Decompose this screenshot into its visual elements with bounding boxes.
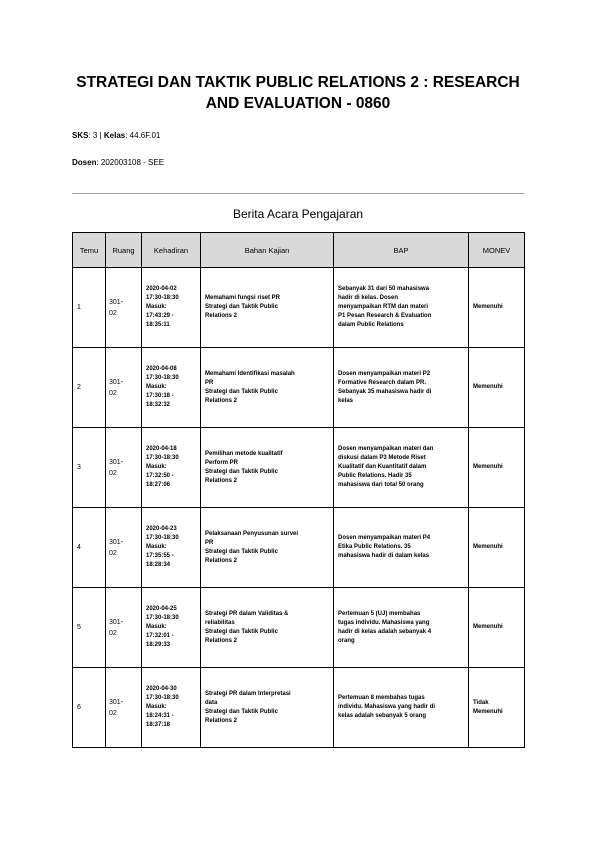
cell-bahan-kajian: Strategi PR dalam Validitas & reliabilitas Strategi dan Taktik Public Relations 2 bbox=[201, 588, 334, 668]
dosen-value: : 202003108 - SEE bbox=[96, 158, 165, 167]
sks-label: SKS bbox=[72, 131, 89, 140]
course-meta bbox=[72, 131, 160, 140]
cell-bap: Dosen menyampaikan materi P4 Etika Public Relations. 35 mahasiswa hadir di dalam kelas bbox=[334, 508, 469, 588]
cell-monev: Memenuhi bbox=[469, 508, 525, 588]
cell-monev: Memenuhi bbox=[469, 428, 525, 508]
cell-ruang: 301- 02 bbox=[106, 508, 142, 588]
cell-bahan-kajian: Memahami Identifikasi masalah PR Strategi dan Taktik Public Relations 2 bbox=[201, 348, 334, 428]
cell-monev: Memenuhi bbox=[469, 268, 525, 348]
cell-bap: Dosen menyampaikan materi P2 Formative Research dalam PR. Sebanyak 35 mahasiswa hadir di kelas bbox=[334, 348, 469, 428]
cell-temu: 2 bbox=[73, 348, 106, 428]
cell-temu: 3 bbox=[73, 428, 106, 508]
header-temu: Temu bbox=[73, 233, 106, 268]
cell-kehadiran: 2020-04-25 17:30-18:30 Masuk: 17:32:01 - 18:29:33 bbox=[142, 588, 201, 668]
cell-bahan-kajian: Memahami fungsi riset PR Strategi dan Taktik Public Relations 2 bbox=[201, 268, 334, 348]
cell-ruang: 301- 02 bbox=[106, 268, 142, 348]
course-title: STRATEGI DAN TAKTIK PUBLIC RELATIONS 2 : RESEARCH AND EVALUATION - 0860 bbox=[76, 74, 520, 112]
cell-ruang: 301- 02 bbox=[106, 348, 142, 428]
cell-temu: 5 bbox=[73, 588, 106, 668]
cell-kehadiran: 2020-04-30 17:30-18:30 Masuk: 18:24:31 - 18:37:18 bbox=[142, 668, 201, 748]
cell-monev: Tidak Memenuhi bbox=[469, 668, 525, 748]
cell-kehadiran: 2020-04-23 17:30-18:30 Masuk: 17:35:55 - 18:28:34 bbox=[142, 508, 201, 588]
cell-ruang: 301- 02 bbox=[106, 428, 142, 508]
kelas-label: Kelas bbox=[103, 131, 126, 140]
table-row bbox=[73, 428, 525, 508]
divider bbox=[72, 193, 524, 194]
table-row bbox=[73, 668, 525, 748]
table-header-row bbox=[73, 233, 525, 268]
cell-kehadiran: 2020-04-18 17:30-18:30 Masuk: 17:32:50 - 18:27:06 bbox=[142, 428, 201, 508]
cell-kehadiran: 2020-04-02 17:30-18:30 Masuk: 17:43:29 - 18:35:11 bbox=[142, 268, 201, 348]
lecturer-meta bbox=[72, 158, 164, 167]
table-row bbox=[73, 508, 525, 588]
cell-ruang: 301- 02 bbox=[106, 588, 142, 668]
document-page bbox=[72, 72, 524, 728]
cell-bap: Pertemuan 8 membahas tugas individu. Mahasiswa yang hadir di kelas adalah sebanyak 5 orang bbox=[334, 668, 469, 748]
cell-temu: 4 bbox=[73, 508, 106, 588]
cell-kehadiran: 2020-04-08 17:30-18:30 Masuk: 17:30:18 - 18:32:32 bbox=[142, 348, 201, 428]
teaching-report-table bbox=[72, 232, 525, 748]
section-title: Berita Acara Pengajaran bbox=[232, 207, 364, 221]
sks-value: : 3 | bbox=[88, 131, 104, 140]
header-kehadiran: Kehadiran bbox=[142, 233, 201, 268]
cell-bap: Dosen menyampaikan materi dan diskusi dalam P3 Metode Riset Kualitatif dan Kuantitatif dalam Public Relations. Hadir 35 mahasiswa dari total 50 orang bbox=[334, 428, 469, 508]
cell-bap: Pertemuan 5 (UJ) membahas tugas individu. Mahasiswa yang hadir di kelas adalah sebanyak 4 orang bbox=[334, 588, 469, 668]
kelas-value: : 44.6F.01 bbox=[125, 131, 161, 140]
dosen-label: Dosen bbox=[72, 158, 97, 167]
table-row bbox=[73, 348, 525, 428]
cell-bap: Sebanyak 31 dari 50 mahasiswa hadir di kelas. Dosen menyampaikan RTM dan materi P1 Pesan Research & Evaluation dalam Public Relations bbox=[334, 268, 469, 348]
cell-temu: 1 bbox=[73, 268, 106, 348]
cell-monev: Memenuhi bbox=[469, 348, 525, 428]
header-bahan-kajian: Bahan Kajian bbox=[201, 233, 334, 268]
header-ruang: Ruang bbox=[106, 233, 142, 268]
cell-temu: 6 bbox=[73, 668, 106, 748]
table-row bbox=[73, 588, 525, 668]
cell-ruang: 301- 02 bbox=[106, 668, 142, 748]
header-monev: MONEV bbox=[469, 233, 525, 268]
cell-bahan-kajian: Pelaksanaan Penyusunan survei PR Strategi dan Taktik Public Relations 2 bbox=[201, 508, 334, 588]
header-bap: BAP bbox=[334, 233, 469, 268]
cell-bahan-kajian: Pemilihan metode kualitatif Perform PR Strategi dan Taktik Public Relations 2 bbox=[201, 428, 334, 508]
cell-bahan-kajian: Strategi PR dalam Interpretasi data Strategi dan Taktik Public Relations 2 bbox=[201, 668, 334, 748]
cell-monev: Memenuhi bbox=[469, 588, 525, 668]
table-row bbox=[73, 268, 525, 348]
